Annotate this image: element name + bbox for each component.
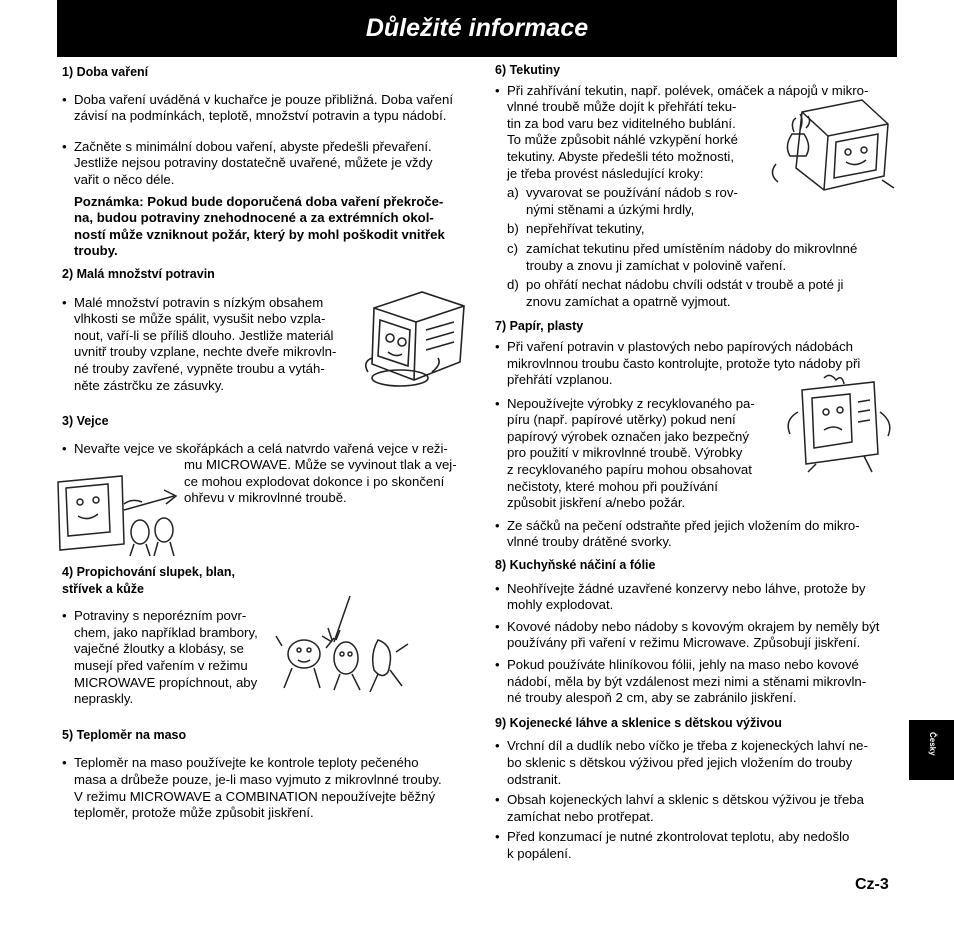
text-line: vlnné trouby drátěné svorky. — [507, 534, 672, 550]
text-line: • Obsah kojeneckých lahví a sklenic s dětskou výživou je třeba — [507, 792, 864, 808]
bullet-sealed-containers — [495, 581, 899, 614]
bullet-metal-containers — [495, 619, 899, 652]
text-line: vyvarovat se používání nádob s rov- — [526, 185, 738, 201]
text-line: • Teploměr na maso používejte ke kontrole teploty pečeného — [74, 755, 419, 771]
text-line: vlhkosti se může spálit, vysušit nebo vzpla- — [74, 311, 326, 327]
text-line: ností může vzniknout požár, který by mohl poškodit vnitřek — [74, 226, 445, 242]
text-line: Poznámka: Pokud bude doporučená doba vaření překroče- — [74, 193, 444, 209]
text-line: mohly explodovat. — [507, 597, 614, 613]
text-line: nout, vaří-li se příliš dlouho. Jestliže materiál — [74, 327, 334, 343]
section-heading-small-amounts: 2) Malá množství potravin — [62, 266, 215, 281]
language-tab — [909, 720, 954, 780]
page-title: Důležité informace — [365, 14, 589, 42]
microwave-small-food-illustration — [360, 284, 475, 392]
text-line: Jestliže nejsou potraviny dostatečně uvařené, můžete je vždy — [74, 155, 433, 171]
text-line: • Malé množství potravin s nízkým obsahem — [74, 294, 324, 310]
text-line: závisí na podmínkách, teplotě, množství potravin a typu nádobí. — [74, 108, 447, 124]
text-line: papírový výrobek označen jako bezpečný — [507, 428, 749, 444]
text-line: né trouby alespoň 2 cm, aby se zabránilo jiskření. — [507, 690, 797, 706]
text-line: • Neohřívejte žádné uzavřené konzervy nebo láhve, protože by — [507, 580, 866, 596]
text-line: k popálení. — [507, 845, 572, 861]
text-line: • Před konzumací je nutné zkontrolovat teplotu, aby nedošlo — [507, 829, 850, 845]
text-line: • Při vaření potravin v plastových nebo papírových nádobách — [507, 338, 854, 354]
text-line: ohřevu v mikrovlnné troubě. — [184, 490, 347, 506]
text-line: mu MICROWAVE. Může se vyvinout tlak a vej- — [184, 457, 457, 473]
text-line: nými stěnami a úzkými hrdly, — [526, 201, 695, 217]
bullet-aluminium-foil — [495, 657, 899, 707]
text-line: masa a drůbeže pouze, je-li maso vyjmuto z mikrovlnné trouby. — [74, 772, 442, 787]
text-line: chem, jako například brambory, — [74, 624, 258, 640]
bullet-minimal-time — [62, 139, 474, 189]
text-line: • Potraviny s neporézním povr- — [74, 608, 247, 624]
sub-item-d — [495, 277, 899, 310]
section-heading-baby-bottles: 9) Kojenecké láhve a sklenice s dětskou výživou — [495, 715, 782, 730]
text-line: způsobit jiskření a/nebo požár. — [507, 495, 686, 511]
sub-label: d) — [507, 277, 519, 293]
microwave-paper-fire-illustration — [778, 372, 898, 474]
text-line: ce mohou explodovat dokonce i po skončení — [184, 473, 445, 489]
bullet-cooking-time-approx — [62, 92, 474, 125]
text-line: • Začněte s minimální dobou vaření, abyste předešli převaření. — [74, 138, 432, 154]
text-line: né trouby zavřené, vypněte troubu a vytáh- — [74, 360, 325, 376]
bullet-wire-ties — [495, 518, 899, 551]
sub-label: b) — [507, 221, 519, 237]
text-line: trouby. — [74, 243, 118, 259]
text-line: píru (např. papírové utěrky) pokud není — [507, 412, 736, 428]
text-line: bo sklenic s dětskou výživou před jejich vložením do trouby — [507, 754, 853, 770]
text-line: To může způsobit náhlé vzkypění horké — [507, 132, 738, 148]
sub-label: a) — [507, 185, 519, 201]
text-line: vaječné žloutky a klobásy, se — [74, 641, 244, 657]
text-line: pro použití v mikrovlnné troubě. Výrobky — [507, 445, 743, 461]
text-line: 4) Propichování slupek, blan, — [62, 565, 235, 580]
text-line: teploměr, protože může způsobit jiskření. — [74, 805, 314, 821]
sub-label: c) — [507, 240, 518, 256]
bullet-meat-thermometer — [62, 755, 474, 821]
text-line: mikrovlnnou troubu často kontrolujte, protože tyto nádoby při — [507, 355, 861, 371]
microwave-eggs-illustration — [52, 470, 186, 560]
section-heading-liquids: 6) Tekutiny — [495, 63, 561, 77]
bullet-check-temperature — [495, 829, 899, 862]
note-overcooking — [62, 194, 474, 260]
section-heading-cooking-time: 1) Doba vaření — [62, 65, 149, 79]
text-line: zamíchat tekutinu před umístěním nádoby do mikrovlnné — [526, 240, 858, 256]
sub-item-c — [495, 241, 899, 274]
section-heading-paper-plastics: 7) Papír, plasty — [495, 319, 584, 334]
text-line: • Doba vaření uváděná v kuchařce je pouze přibližná. Doba vaření — [74, 91, 454, 107]
text-line: tekutiny. Abyste předešli této možnosti, — [507, 148, 734, 164]
text-line: je třeba provést následující kroky: — [507, 165, 704, 181]
page-number: Cz-3 — [855, 876, 889, 893]
sub-item-b — [495, 221, 899, 238]
text-line: • Pokud používáte hliníkovou fólii, jehly na maso nebo kovové — [507, 657, 859, 672]
text-line: trouby a znovu ji zamíchat v polovině vaření. — [526, 257, 787, 273]
text-line: • Kovové nádoby nebo nádoby s kovovým okrajem by neměly být — [507, 618, 880, 634]
text-line: přehřátí vzplanou. — [507, 372, 613, 388]
text-line: po ohřátí nechat nádobu chvíli odstát v troubě a poté ji — [526, 277, 844, 293]
text-line: • Nevařte vejce ve skořápkách a celá natvrdo vařená vejce v reži- — [74, 440, 448, 456]
text-line: nepraskly. — [74, 691, 134, 707]
text-line: V režimu MICROWAVE a COMBINATION nepoužívejte běžný — [74, 788, 436, 804]
section-heading-utensils-foil: 8) Kuchyňské náčiní a fólie — [495, 558, 656, 573]
text-line: něte zástrčku ze zásuvky. — [74, 377, 225, 393]
bullet-bottle-lids — [495, 738, 899, 788]
text-line: vlnné troubě může dojít k přehřátí teku- — [507, 99, 737, 115]
boiling-liquid-microwave-illustration — [762, 94, 898, 194]
text-line: střívek a kůže — [62, 581, 144, 596]
text-line: • Nepoužívejte výrobky z recyklovaného pa- — [507, 395, 755, 411]
left-column — [62, 64, 474, 822]
page-header — [57, 0, 897, 57]
language-tab-label: Česky — [928, 732, 937, 756]
text-line: používány při vaření v režimu Microwave. Způsobují jiskření. — [507, 635, 861, 651]
text-line: zamíchat nebo protřepat. — [507, 808, 654, 824]
section-heading-meat-thermometer: 5) Teploměr na maso — [62, 727, 187, 742]
text-line: odstranit. — [507, 771, 562, 787]
text-line: na, budou potraviny znehodnocené a za extrémních okol- — [74, 210, 434, 226]
text-line: musejí před vařením v režimu — [74, 658, 248, 674]
text-line: • Vrchní díl a dudlík nebo víčko je třeba z kojeneckých lahví ne- — [507, 738, 868, 754]
text-line: z recyklovaného papíru mohou obsahovat — [507, 462, 752, 478]
text-line: • Ze sáčků na pečení odstraňte před jejich vložením do mikro- — [507, 517, 860, 533]
text-line: tin za bod varu bez viditelného bublání. — [507, 115, 736, 131]
exploding-foods-illustration — [274, 592, 414, 696]
text-line: MICROWAVE propíchnout, aby — [74, 674, 258, 690]
text-line: • Při zahřívání tekutin, např. polévek, omáček a nápojů v mikro- — [507, 82, 869, 98]
bullet-stir-contents — [495, 792, 899, 825]
text-line: nečistoty, které mohou při používání — [507, 478, 718, 494]
text-line: nepřehřívat tekutiny, — [526, 221, 645, 237]
text-line: nádobí, měla by být vzdálenost mezi nimi a stěnami mikrovln- — [507, 673, 867, 689]
text-line: znovu zamíchat a opatrně vyjmout. — [526, 293, 731, 309]
text-line: uvnitř trouby vzplane, nechte dveře mikrovln- — [74, 344, 337, 360]
section-heading-eggs: 3) Vejce — [62, 414, 109, 429]
text-line: vařit o něco déle. — [74, 171, 175, 187]
